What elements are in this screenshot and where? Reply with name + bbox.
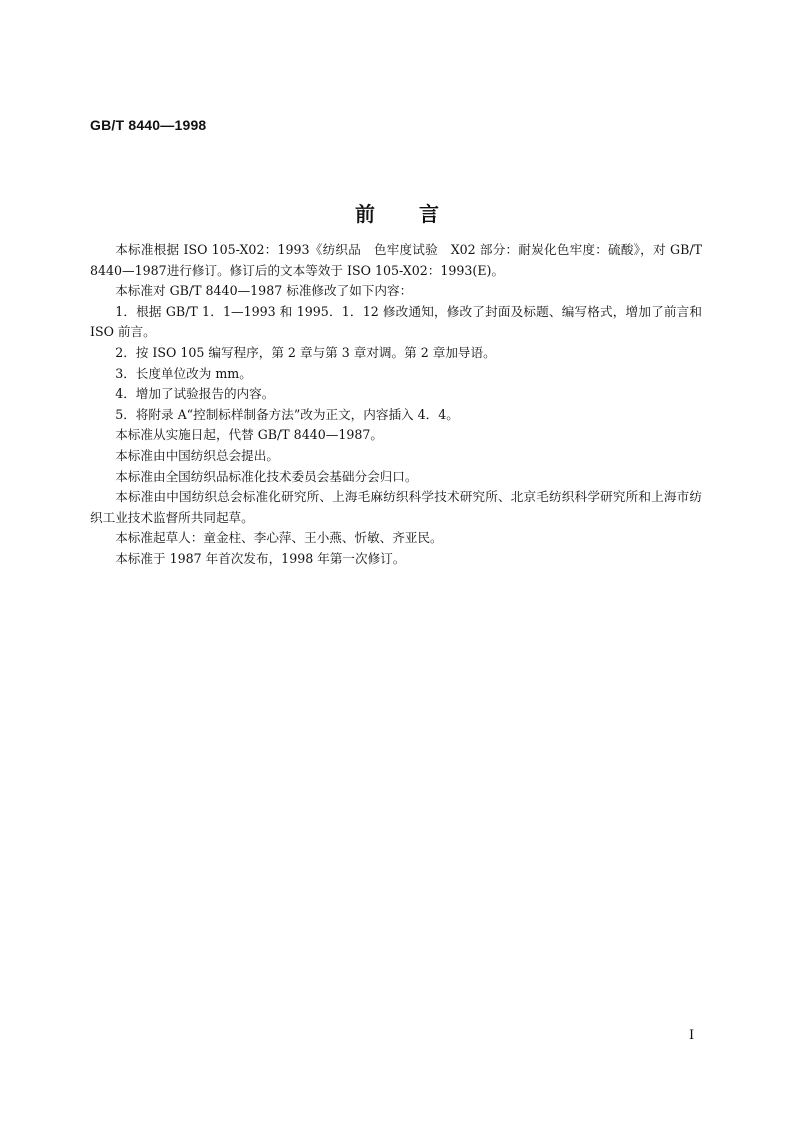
paragraph-replaces: 本标准从实施日起，代替 GB/T 8440—1987。 [115,427,383,443]
change-item-3: 3．长度单位改为 mm。 [115,365,252,381]
paragraph-proposed-by: 本标准由中国纺织总会提出。 [115,447,279,463]
paragraph-administered-by: 本标准由全国纺织品标准化技术委员会基础分会归口。 [115,468,418,484]
document-code: GB/T 8440—1998 [90,117,207,133]
paragraph-drafters: 本标准起草人：童金柱、李心萍、王小燕、忻敏、齐亚民。 [115,530,443,546]
page-number: I [689,1028,695,1043]
change-item-4: 4．增加了试验报告的内容。 [115,386,275,402]
change-item-1: 1．根据 GB/T 1．1—1993 和 1995．1．12 修改通知，修改了封面及标题、编写格式，增加了前言和 ISO 前言。 [90,303,702,340]
paragraph-basis: 本标准根据 ISO 105-X02：1993《纺织品 色牢度试验 X02 部分：耐炭化色牢度：硫酸》，对 GB/T 8440—1987进行修订。修订后的文本等效于 ISO 105-X02：1993(E)。 [90,242,702,278]
change-item-2: 2．按 ISO 105 编写程序，第 2 章与第 3 章对调。第 2 章加导语。 [115,344,496,360]
paragraph-history: 本标准于 1987 年首次发布，1998 年第一次修订。 [115,550,406,566]
foreword-body [90,240,702,570]
paragraph-changes-intro: 本标准对 GB/T 8440—1987 标准修改了如下内容： [115,283,413,299]
paragraph-drafting-units: 本标准由中国纺织总会标准化研究所、上海毛麻纺织科学技术研究所、北京毛纺织科学研究所和上海市纺织工业技术监督所共同起草。 [90,489,702,525]
change-item-5: 5．将附录 A“控制标样制备方法”改为正文，内容插入 4．4。 [115,406,459,422]
section-title: 前言 [355,202,483,226]
